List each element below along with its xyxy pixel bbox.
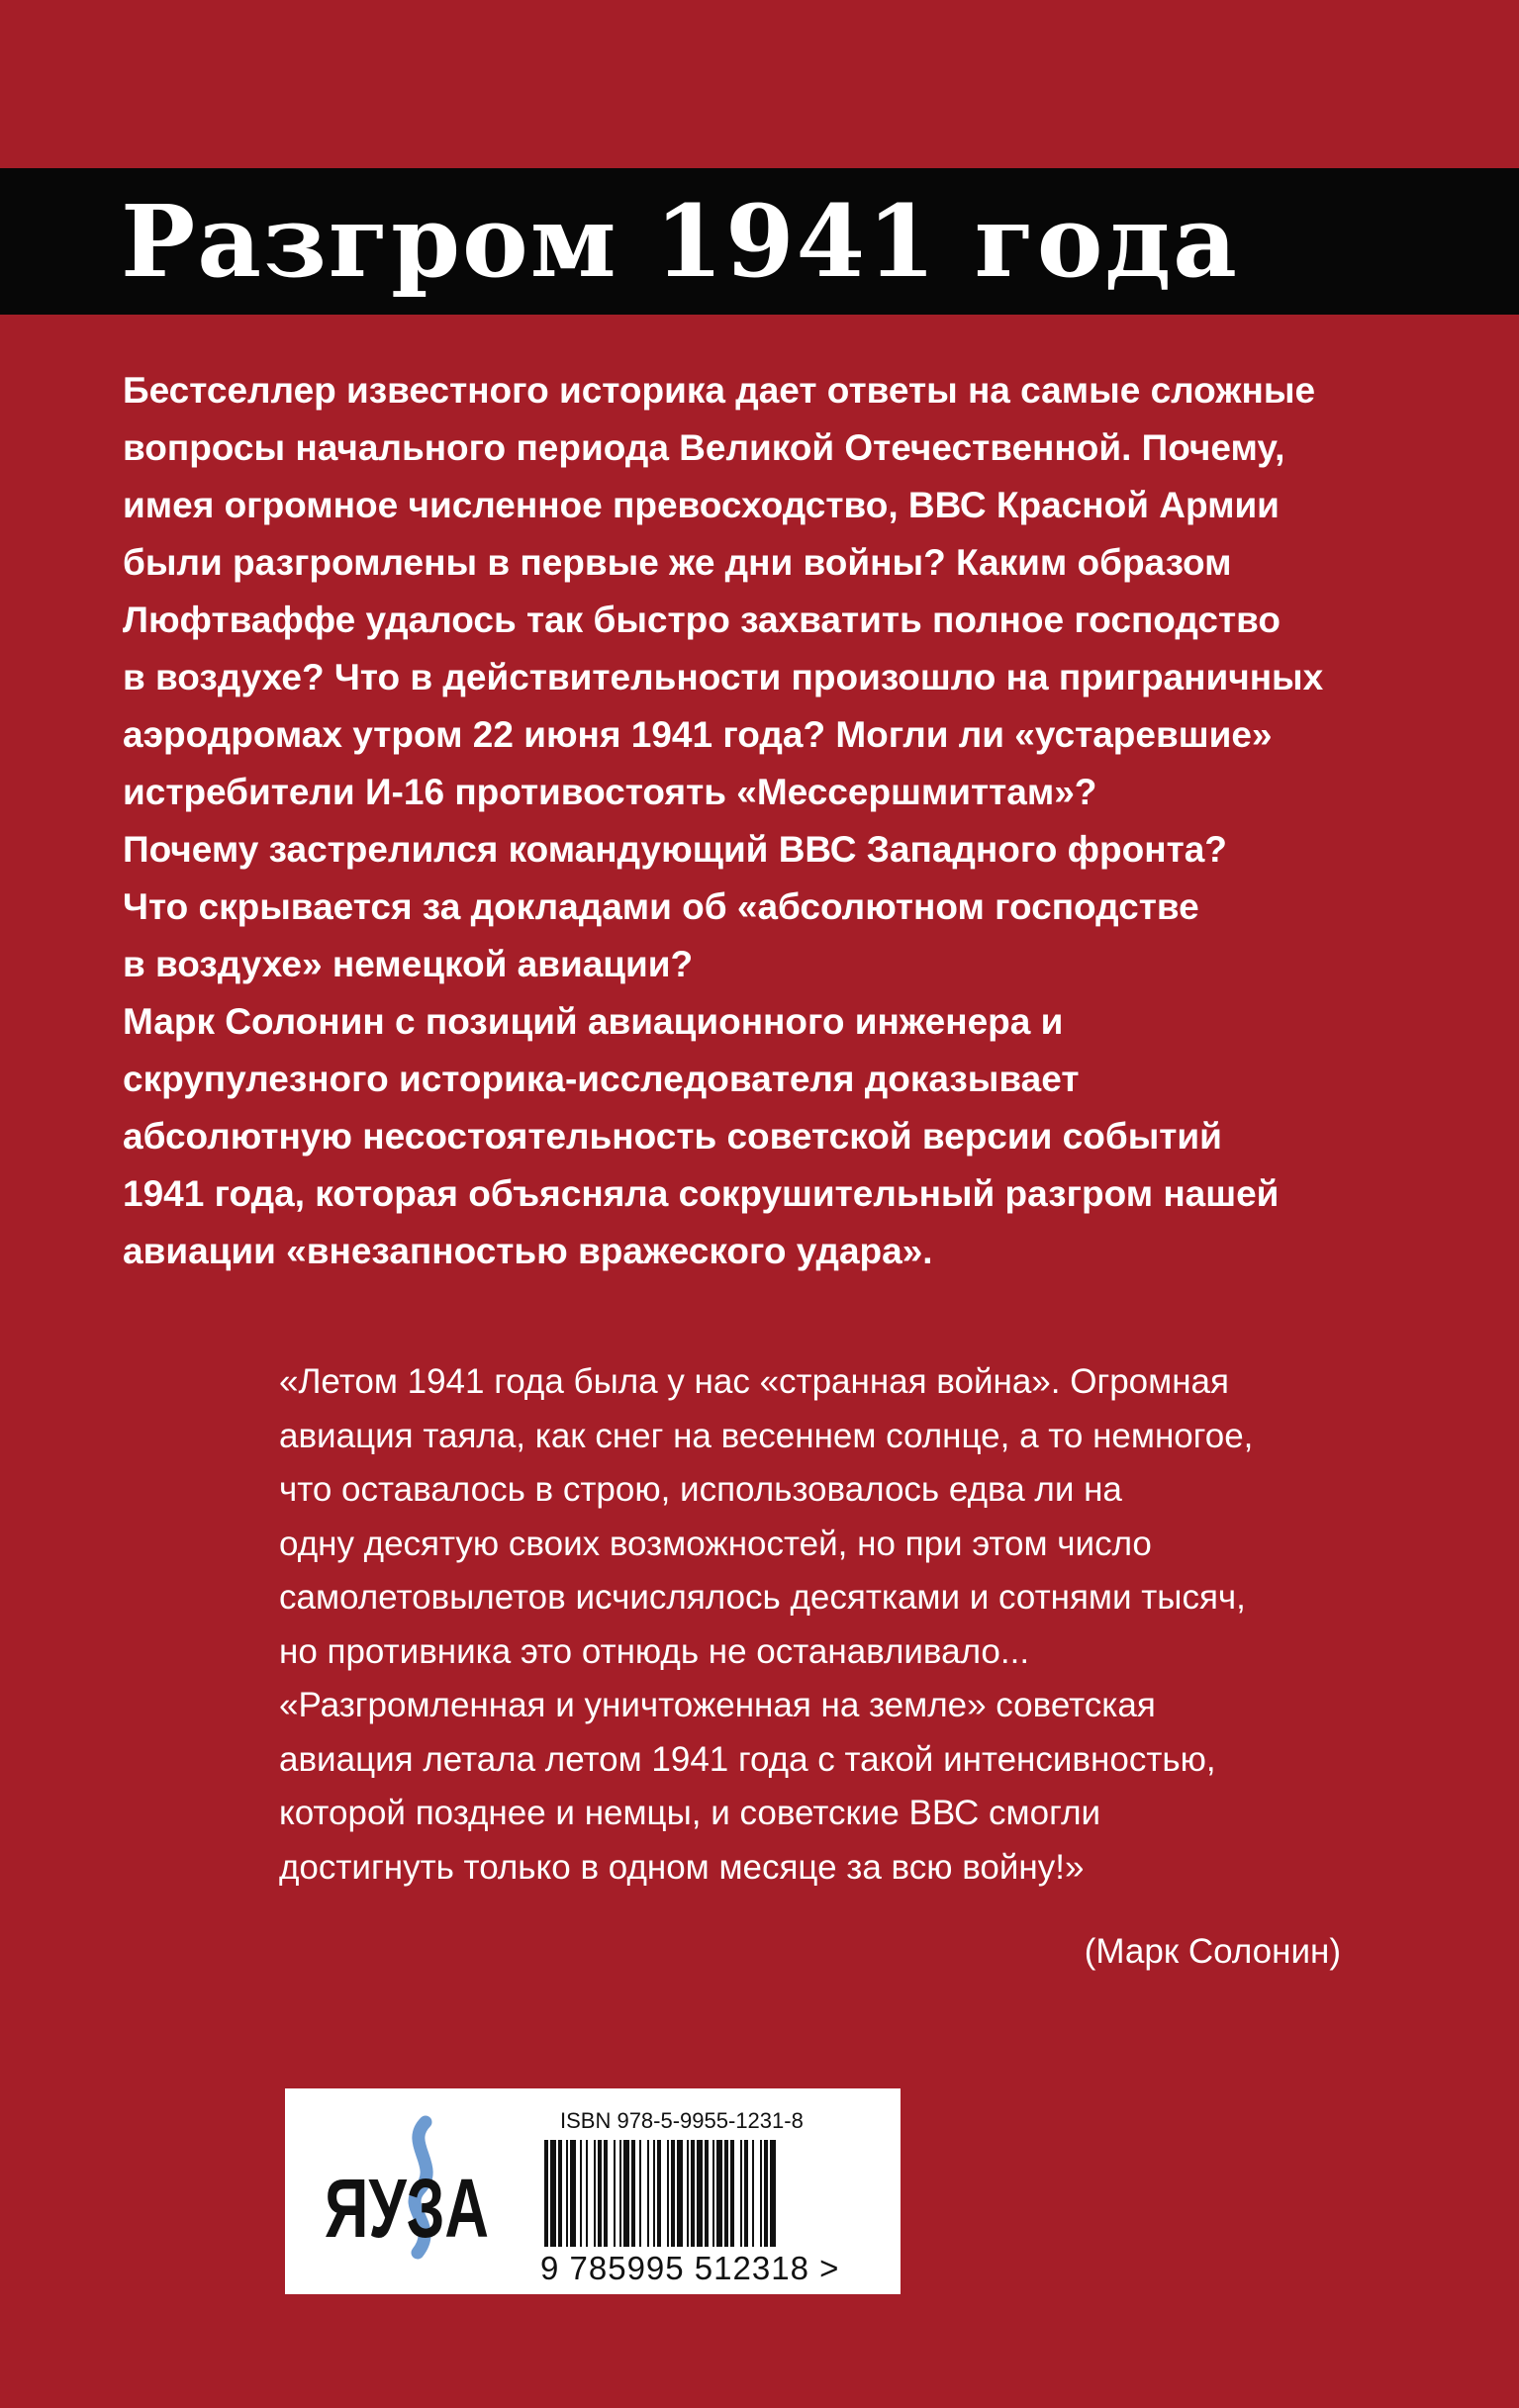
barcode-bar [604, 2140, 608, 2247]
blurb-line: скрупулезного историка-исследователя доказывает [123, 1059, 1080, 1099]
blurb-line: авиации «внезапностью вражеского удара». [123, 1231, 933, 1271]
author-quote [279, 1355, 1397, 1895]
barcode-bar [544, 2140, 548, 2247]
barcode-bar [744, 2140, 748, 2247]
blurb-line: в воздухе» немецкой авиации? [123, 944, 694, 984]
barcode-bar [764, 2140, 768, 2247]
quote-line: «Разгромленная и уничтоженная на земле» советская [279, 1686, 1156, 1724]
blurb-line: истребители И-16 противостоять «Мессершмиттам»? [123, 772, 1097, 812]
blurb-line: Что скрывается за докладами об «абсолютном господстве [123, 886, 1199, 927]
barcode-digits: 9 785995 512318 > [540, 2250, 840, 2286]
publisher-logo [319, 2114, 497, 2263]
barcode-bar [653, 2140, 655, 2247]
quote-line: что оставалось в строю, использовалось едва ли на [279, 1470, 1122, 1509]
quote-line: авиация летала летом 1941 года с такой интенсивностью, [279, 1739, 1216, 1779]
barcode-bar [586, 2140, 588, 2247]
quote-line: одну десятую своих возможностей, но при этом число [279, 1524, 1152, 1563]
barcode-bar [677, 2140, 683, 2247]
barcode-bar [687, 2140, 689, 2247]
barcode-bar [671, 2140, 675, 2247]
blurb-line: имея огромное численное превосходство, ВВС Красной Армии [123, 485, 1280, 525]
barcode-bar [570, 2140, 576, 2247]
blurb-line: Люфтваффе удалось так быстро захватить полное господство [123, 600, 1281, 640]
barcode-bar [550, 2140, 556, 2247]
quote-attribution: (Марк Солонин) [1084, 1932, 1341, 1971]
barcode-bar [623, 2140, 629, 2247]
barcode-bar [667, 2140, 669, 2247]
barcode-bar [760, 2140, 762, 2247]
barcode-bar [705, 2140, 709, 2247]
barcode-bar [580, 2140, 582, 2247]
barcode-bar [558, 2140, 562, 2247]
book-title: Разгром 1941 года [121, 183, 1239, 300]
blurb-line: Марк Солонин с позиций авиационного инженера и [123, 1001, 1064, 1042]
quote-line: достигнуть только в одном месяце за всю войну!» [279, 1847, 1085, 1887]
barcode [540, 2140, 857, 2251]
quote-line: «Летом 1941 года была у нас «странная война». Огромная [279, 1362, 1229, 1401]
blurb-line: Почему застрелился командующий ВВС Западного фронта? [123, 829, 1227, 870]
barcode-bar [752, 2140, 754, 2247]
quote-line: но противника это отнюдь не останавливало... [279, 1631, 1030, 1671]
barcode-bar [631, 2140, 635, 2247]
barcode-bar [740, 2140, 742, 2247]
quote-line: самолетовылетов исчислялось десятками и сотнями тысяч, [279, 1578, 1246, 1617]
quote-line: которой позднее и немцы, и советские ВВС смогли [279, 1794, 1101, 1832]
blurb-line: Бестселлер известного историка дает ответы на самые сложные [123, 370, 1316, 411]
barcode-bar [566, 2140, 568, 2247]
publisher-logo-text: ЯУЗА [325, 2162, 489, 2255]
barcode-bar [619, 2140, 621, 2247]
blurb-line: вопросы начального периода Великой Отечественной. Почему, [123, 427, 1285, 468]
blurb-line: абсолютную несостоятельность советской версии событий [123, 1116, 1222, 1157]
barcode-bar [647, 2140, 649, 2247]
barcode-bar [639, 2140, 641, 2247]
barcode-bar [614, 2140, 616, 2247]
barcode-box [285, 2088, 901, 2294]
barcode-bar [598, 2140, 602, 2247]
barcode-bar [724, 2140, 728, 2247]
barcode-bar [691, 2140, 695, 2247]
blurb-line: аэродромах утром 22 июня 1941 года? Могли ли «устаревшие» [123, 714, 1273, 755]
barcode-bar [657, 2140, 661, 2247]
blurb-line: 1941 года, которая объясняла сокрушительный разгром нашей [123, 1173, 1280, 1214]
blurb-line: в воздухе? Что в действительности произошло на приграничных [123, 657, 1324, 697]
title-band [0, 168, 1519, 315]
barcode-bar [697, 2140, 703, 2247]
barcode-bar [712, 2140, 714, 2247]
barcode-bar [594, 2140, 596, 2247]
blurb-line: были разгромлены в первые же дни войны? Каким образом [123, 542, 1232, 583]
quote-line: авиация таяла, как снег на весеннем солнце, а то немногое, [279, 1416, 1254, 1455]
blurb [123, 362, 1409, 1280]
barcode-bar [716, 2140, 722, 2247]
isbn-label: ISBN 978-5-9955-1231-8 [560, 2108, 804, 2133]
barcode-bar [730, 2140, 734, 2247]
barcode-bar [770, 2140, 776, 2247]
